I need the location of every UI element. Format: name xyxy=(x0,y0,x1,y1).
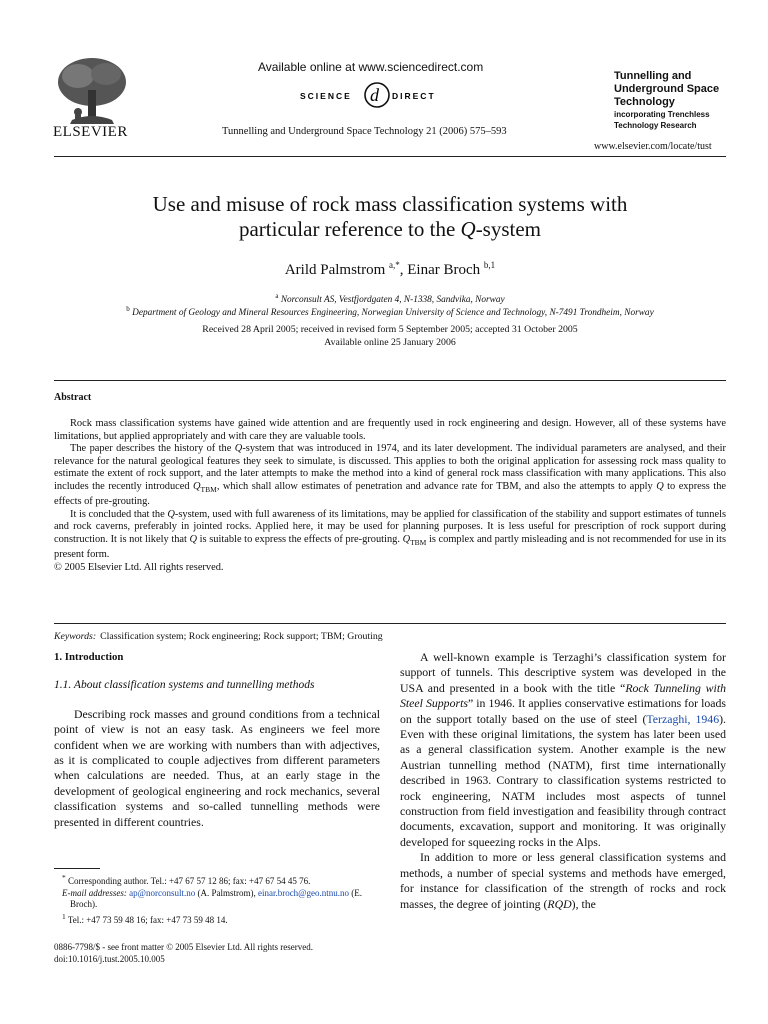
author-separator: , xyxy=(399,262,408,278)
journal-title-box xyxy=(614,70,726,131)
publisher-name: ELSEVIER xyxy=(53,124,128,140)
sciencedirect-at-icon xyxy=(365,83,389,107)
body-paragraph: A well-known example is Terzaghi’s classification system for support of tunnels. This descriptive system was developed in the USA and presented in a book with the title “Rock Tunneling with Steel Supports” in 1946. It applies conservative estimations for loads on the support totally based on the use of steel (Terzaghi, 1946). Even with these original limitations, the system has later been used as a general classification system. Another example is the new Austrian tunnelling method (NATM), first time internationally described in 1963. Contrary to classification systems restricted to rock engineering, NATM includes most aspects of tunnel construction from field investigation and feasibility through contract documents, excavation, support and monitoring. It was originally developed for squeezing rocks in the Alps. xyxy=(400,650,726,849)
journal-reference: Tunnelling and Underground Space Technology 21 (2006) 575–593 xyxy=(222,126,507,137)
abstract-paragraph: Rock mass classification systems have gained wide attention and are frequently used in rock engineering and design. However, all of these systems have limitations, but applied appropriately and with care they are valuable tools. xyxy=(54,418,726,442)
author-name[interactable]: Einar Broch xyxy=(407,262,481,278)
footnote-corresponding: * Corresponding author. Tel.: +47 67 57 12 86; fax: +47 67 54 45 76. xyxy=(62,873,311,886)
abstract-body xyxy=(54,418,726,574)
journal-name-line: Technology xyxy=(614,96,675,108)
affiliation-text: Department of Geology and Mineral Resources Engineering, Norwegian University of Science and Technology, N-7491 Trondheim, Norway xyxy=(132,308,654,319)
sd-left-text: SCIENCE xyxy=(300,91,352,101)
title-line-1: Use and misuse of rock mass classification systems with xyxy=(152,192,628,216)
author-affiliation-mark[interactable]: a,* xyxy=(389,260,400,270)
available-date: Available online 25 January 2006 xyxy=(324,337,456,348)
svg-text:d: d xyxy=(370,85,379,105)
sciencedirect-logo xyxy=(300,80,450,110)
journal-subtitle-line: incorporating Trenchless xyxy=(614,110,710,119)
body-paragraph: In addition to more or less general classification systems and methods, a number of special systems and methods have emerged, for instance for classification of the strength of rocks and rock masses, the degree of jointing (RQD), the xyxy=(400,850,726,911)
author-name[interactable]: Arild Palmstrom xyxy=(284,262,386,278)
issn-line: 0886-7798/$ - see front matter © 2005 Elsevier Ltd. All rights reserved. xyxy=(54,942,314,952)
title-q: Q xyxy=(460,217,476,241)
email-link[interactable]: ap@norconsult.no xyxy=(129,887,196,898)
footnote-1: $^1$ Tel.: +47 73 59 48 16; fax: +47 73 59 48 14. xyxy=(62,911,228,925)
body-paragraph: Describing rock masses and ground conditions from a technical point of view is not an easy task. As engineers we feel more confident when we are working with numbers than with adjectives, as it is complicated to couple adjectives from different parameters when calculations are needed. Thus, at an early stage in the development of geological engineering and rock mechanics, several classification systems and so-called tunnelling methods were presented in different countries. xyxy=(54,706,380,829)
keywords-value: Classification system; Rock engineering; Rock support; TBM; Grouting xyxy=(100,631,383,642)
received-dates: Received 28 April 2005; received in revised form 5 September 2005; accepted 31 October 2005 xyxy=(202,324,578,335)
title-text: -system xyxy=(475,217,542,241)
abstract-paragraph: It is concluded that the Q-system, used with full awareness of its limitations, may be applied for classification of the stability and support estimates of tunnels and rock caverns, preferably in jointed rocks. Applied here, it may be used for planning purposes. It is less useful for prescription of rock support during construction. It is not likely that Q is suitable to express the effects of pre-grouting. $Q_{TBM}$ is complex and partly misleading and is not recommended for use in its present form. xyxy=(54,508,726,561)
affiliation-a xyxy=(54,292,726,305)
journal-name-line: Tunnelling and xyxy=(614,70,692,82)
header-divider xyxy=(54,156,726,157)
affiliation-text: Norconsult AS, Vestfjordgaten 4, N-1338, Sandvika, Norway xyxy=(280,295,505,306)
doi-line: doi:10.1016/j.tust.2005.10.005 xyxy=(54,953,165,964)
left-column xyxy=(54,650,380,830)
footnote-emails: E-mail addresses: ap@norconsult.no (A. Palmstrom), einar.broch@geo.ntnu.no (E. Broch). xyxy=(62,887,362,909)
author-list xyxy=(54,260,726,279)
keywords-label: Keywords: xyxy=(54,631,97,642)
copyright-notice: © 2005 Elsevier Ltd. All rights reserved. xyxy=(54,561,224,573)
abstract-top-divider xyxy=(54,380,726,381)
citation-link[interactable]: Terzaghi, 1946 xyxy=(646,711,720,726)
available-online-text: Available online at www.sciencedirect.com xyxy=(258,60,484,74)
book-title: Rock Tunneling with Steel Supports xyxy=(400,680,726,711)
affiliation-mark: a xyxy=(275,292,279,300)
keywords xyxy=(54,631,726,642)
title-text: particular reference to the xyxy=(238,217,461,241)
email-link[interactable]: einar.broch@geo.ntnu.no xyxy=(257,887,349,898)
subsection-heading: 1.1. About classification systems and tunnelling methods xyxy=(54,679,315,692)
journal-url: www.elsevier.com/locate/tust xyxy=(594,141,712,152)
abstract-paragraph: The paper describes the history of the Q-system that was introduced in 1974, and its later development. The individual parameters are analysed, and their relevance for the natural geological features they seek to simulate, is discussed. This applies to both the original application for assessing rock mass quality to estimate the extent of rock support, and the later attempts to make the method into a kind of general rock mass classification with many applications. This also includes the recently introduced $Q_{TBM}$, which shall allow estimates of penetration and advance rate for TBM, and also the attempts to apply Q to express the effects of pre-grouting. xyxy=(54,443,727,508)
right-column xyxy=(400,650,726,912)
footnote-divider xyxy=(54,868,100,869)
abstract-bottom-divider xyxy=(54,623,726,624)
article-title xyxy=(54,192,726,242)
sd-right-text: DIRECT xyxy=(392,91,436,101)
journal-name-line: Underground Space xyxy=(614,83,720,95)
author-affiliation-mark[interactable]: b,1 xyxy=(483,260,496,270)
title-line-2 xyxy=(54,217,726,242)
affiliation-b xyxy=(54,305,726,318)
journal-subtitle-line: Technology Research xyxy=(614,121,697,130)
footnotes xyxy=(54,872,380,926)
abstract-heading: Abstract xyxy=(54,392,92,403)
affiliation-mark: b xyxy=(126,305,130,313)
section-heading: 1. Introduction xyxy=(54,651,124,663)
front-matter xyxy=(54,942,313,965)
